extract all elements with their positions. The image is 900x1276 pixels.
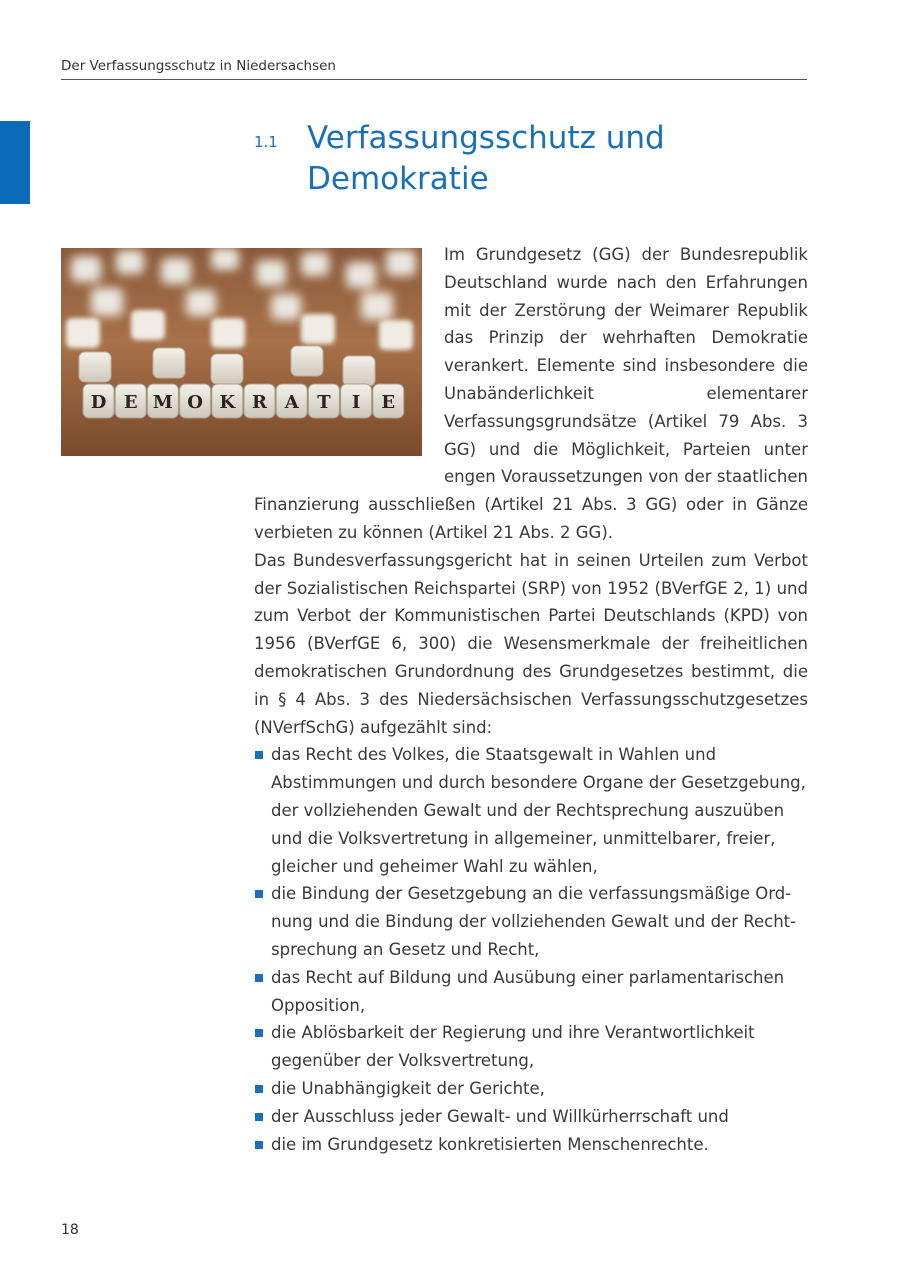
square-bullet-icon xyxy=(255,974,263,982)
chapter-side-tab xyxy=(0,121,30,204)
photo-float-spacer xyxy=(254,241,444,491)
letter-die xyxy=(212,384,243,418)
list-item-text: der Ausschluss jeder Gewalt- und Willkürherrschaft und xyxy=(271,1106,729,1126)
list-item-text: die im Grundgesetz konkretisierten Menschenrechte. xyxy=(271,1134,709,1154)
list-item xyxy=(254,1075,808,1103)
fdgo-principles-list xyxy=(254,741,808,1158)
list-item-text: die Unabhängigkeit der Gerichte, xyxy=(271,1078,545,1098)
square-bullet-icon xyxy=(255,890,263,898)
section-number: 1.1 xyxy=(254,133,278,151)
list-item-text: das Recht auf Bildung und Ausübung einer parlamentarischen Opposition, xyxy=(271,967,785,1015)
court-paragraph: Das Bundesverfassungsgericht hat in seinen Urteilen zum Verbot der Sozialistischen Reichspartei (SRP) von 1952 (BVerfGE 2, 1) und zum Verbot der Kommunistischen Partei Deutschlands (KPD) von 1956 (BVerfGE 6, 300) die Wesensmerkmale der freiheitlichen demokratischen Grundordnung des Grundgesetzes bestimmt, die in § 4 Abs. 3 des Niedersächsischen Verfassungsschutzgesetzes (NVerfSchG) aufgezählt sind: xyxy=(254,550,808,737)
list-item-text: das Recht des Volkes, die Staatsgewalt in Wahlen und Abstimmungen und durch besondere Organe der Gesetzgebung, der vollziehenden Gewalt und der Rechtsprechung auszuüben und die Volksvertretung in allgemeiner, unmittelbarer, freier, gleicher und geheimer Wahl zu wählen, xyxy=(271,745,806,876)
list-item xyxy=(254,880,808,963)
section-title: Verfassungsschutz und Demokratie xyxy=(307,120,665,197)
letter-die xyxy=(83,384,114,418)
letter-die xyxy=(180,384,211,418)
square-bullet-icon xyxy=(255,1029,263,1037)
body-text xyxy=(254,241,808,1158)
square-bullet-icon xyxy=(255,751,263,759)
letter-die xyxy=(115,384,146,418)
die-letter: O xyxy=(187,392,203,413)
list-item-text: die Ablösbarkeit der Regierung und ihre Verantwortlichkeit gegenüber der Volksvertretung, xyxy=(271,1023,755,1071)
die-letter: E xyxy=(381,392,396,413)
list-item xyxy=(254,1131,808,1159)
list-item-text: die Bindung der Gesetzgebung an die verfassungsmäßige Ordnung und die Bindung der vollziehenden Gewalt und der Rechtsprechung an Gesetz und Recht, xyxy=(271,884,797,959)
die-letter: M xyxy=(152,392,173,413)
die-letter: T xyxy=(317,392,331,413)
page-number: 18 xyxy=(61,1222,79,1238)
intro-paragraph: Im Grundgesetz (GG) der Bundesrepublik Deutschland wurde nach den Erfahrungen mit der Zerstörung der Weimarer Republik das Prinzip der wehrhaften Demokratie verankert. Elemente sind insbesondere die Unabänderlichkeit elementarer Verfassungsgrundsätze (Artikel 79 Abs. 3 GG) und die Möglichkeit, Parteien unter engen Voraussetzungen von der staatlichen Finanzierung ausschließen (Artikel 21 Abs. 3 GG) oder in Gänze verbieten zu können (Artikel 21 Abs. 2 GG). xyxy=(254,245,808,542)
letter-die xyxy=(147,384,178,418)
list-item xyxy=(254,1103,808,1131)
square-bullet-icon xyxy=(255,1113,263,1121)
running-header: Der Verfassungsschutz in Niedersachsen xyxy=(61,58,807,80)
square-bullet-icon xyxy=(255,1085,263,1093)
die-letter: K xyxy=(219,392,236,413)
die-letter: I xyxy=(351,392,361,413)
square-bullet-icon xyxy=(255,1141,263,1149)
die-letter: E xyxy=(123,392,138,413)
list-item xyxy=(254,741,808,880)
list-item xyxy=(254,1019,808,1075)
die-letter: A xyxy=(284,392,299,413)
die-letter: D xyxy=(90,392,107,413)
list-item xyxy=(254,964,808,1020)
die-letter: R xyxy=(252,392,267,413)
